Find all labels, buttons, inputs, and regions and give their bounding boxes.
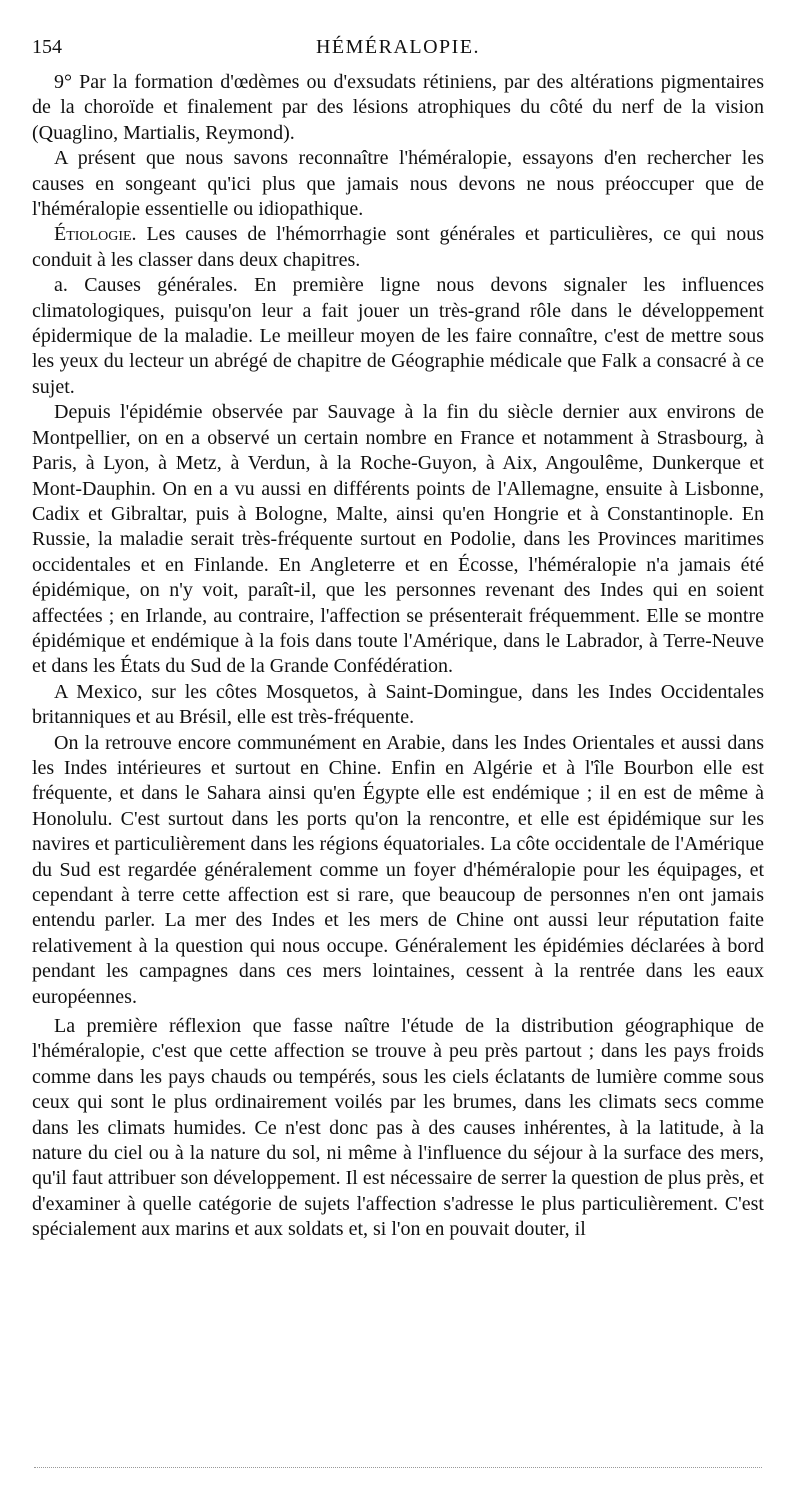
paragraph-text: La première réflexion que fasse naître l'étude de la distribution géographique de l'héméralopie, c'est que cette affection se trouve à peu près partout ; dans les pays froids comme dans les pays chauds ou tempérés, sous les ciels éclatants de lumière comme sous ceux qui sont le plus ordinairement voilés par les brumes, dans les climats secs comme dans les climats humides. Ce n'est donc pas à des causes inhérentes, à la latitude, à la nature du ciel ou à la nature du sol, ni même à l'influence du séjour à la surface des mers, qu'il faut attribuer son développement. Il est nécessaire de serrer la question de plus près, et d'examiner à quelle catégorie de sujets l'affection s'adresse le plus particulièrement. C'est spécialement aux marins et aux soldats et, si l'on en pouvait douter, il xyxy=(32,1015,764,1241)
paragraph-text: A Mexico, sur les côtes Mosquetos, à Saint-Domingue, dans les Indes Occidentales britanniques et au Brésil, elle est très-fréquente. xyxy=(32,680,764,729)
paragraph-text: 9° Par la formation d'œdèmes ou d'exsudats rétiniens, par des altérations pigmentaires de la choroïde et finalement par des lésions atrophiques du côté du nerf de la vision (Quaglino, Martialis, Reymond). xyxy=(32,71,764,144)
paragraph-arabia-asia xyxy=(32,731,764,1010)
running-title: HÉMÉRALOPIE. xyxy=(315,36,481,58)
paragraph-first-reflection xyxy=(32,1014,764,1243)
page-number: 154 xyxy=(32,36,62,58)
footer-rule xyxy=(34,1467,762,1468)
paragraph-mexico xyxy=(32,680,764,731)
paragraph-epidemics-europe xyxy=(32,400,764,679)
paragraph-causes-intro xyxy=(32,146,764,222)
body-text xyxy=(32,70,764,1243)
paragraph-text: a. Causes générales. En première ligne nous devons signaler les influences climatologiques, puisqu'on leur a fait jouer un très-grand rôle dans le développement épidermique de la maladie. Le meilleur moyen de les faire connaître, c'est de mettre sous les yeux du lecteur un abrégé de chapitre de Géographie médicale que Falk a consacré à ce sujet. xyxy=(32,274,764,398)
section-lead-etiology: Étiologie. xyxy=(54,223,137,246)
running-header xyxy=(32,32,764,62)
paragraph-vision-nerve xyxy=(32,70,764,146)
paragraph-general-causes xyxy=(32,273,764,400)
paragraph-text: Les causes de l'hémorrhagie sont générales et particulières, ce qui nous conduit à les classer dans deux chapitres. xyxy=(32,223,764,271)
paragraph-text: Depuis l'épidémie observée par Sauvage à la fin du siècle dernier aux environs de Montpellier, on en a observé un certain nombre en France et notamment à Strasbourg, à Paris, à Lyon, à Metz, à Verdun, à la Roche-Guyon, à Aix, Angoulême, Dunkerque et Mont-Dauphin. On en a vu aussi en différents points de l'Allemagne, ensuite à Lisbonne, Cadix et Gibraltar, puis à Bologne, Malte, ainsi qu'en Hongrie et à Constantinople. En Russie, la maladie serait très-fréquente surtout en Podolie, dans les Provinces maritimes occidentales et en Finlande. En Angleterre et en Écosse, l'héméralopie n'a jamais été épidémique, on n'y voit, paraît-il, que les personnes revenant des Indes qui en soient affectées ; en Irlande, au contraire, l'affection se présenterait fréquemment. Elle se montre épidémique et endémique à la fois dans toute l'Amérique, dans le Labrador, à Terre-Neuve et dans les États du Sud de la Grande Confédération. xyxy=(32,401,764,678)
paragraph-text: On la retrouve encore communément en Arabie, dans les Indes Orientales et aussi dans les Indes intérieures et surtout en Chine. Enfin en Algérie et à l'île Bourbon elle est fréquente, et dans le Sahara ainsi qu'en Égypte elle est endémique ; il en est de même à Honolulu. C'est surtout dans les ports qu'on la rencontre, et elle est épidémique sur les navires et particulièrement dans les régions équatoriales. La côte occidentale de l'Amérique du Sud est regardée généralement comme un foyer d'héméralopie pour les équipages, et cependant à terre cette affection est si rare, que beaucoup de personnes n'en ont jamais entendu parler. La mer des Indes et les mers de Chine ont aussi leur réputation faite relativement à la question qui nous occupe. Généralement les épidémies déclarées à bord pendant les campagnes dans ces mers lointaines, cessent à la rentrée dans les eaux européennes. xyxy=(32,731,764,1008)
paragraph-text: A présent que nous savons reconnaître l'héméralopie, essayons d'en rechercher les causes en songeant qu'ici plus que jamais nous devons ne nous préoccuper que de l'héméralopie essentielle ou idiopathique. xyxy=(32,147,764,221)
paragraph-etiology xyxy=(32,222,764,273)
